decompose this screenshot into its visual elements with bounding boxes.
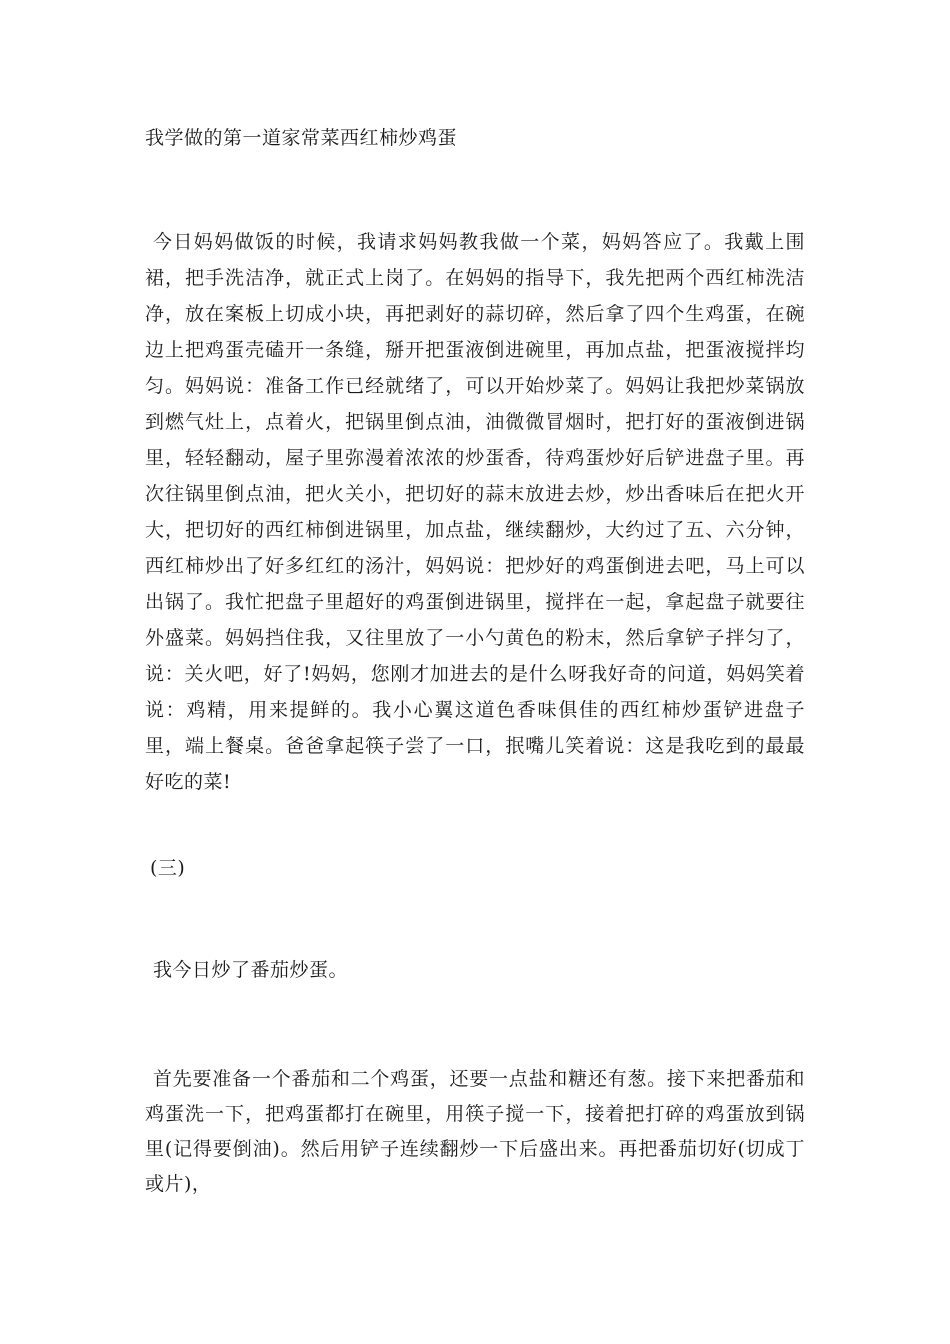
paragraph-cooking-story: 今日妈妈做饭的时候，我请求妈妈教我做一个菜，妈妈答应了。我戴上围裙，把手洗洁净，就正式上岗了。在妈妈的指导下，我先把两个西红柿洗洁净，放在案板上切成小块，再把剥好的蒜切碎，然后拿了四个生鸡蛋，在碗边上把鸡蛋壳磕开一条缝，掰开把蛋液倒进碗里，再加点盐，把蛋液搅拌均匀。妈妈说：准备工作已经就绪了，可以开始炒菜了。妈妈让我把炒菜锅放到燃气灶上，点着火，把锅里倒点油，油微微冒烟时，把打好的蛋液倒进锅里，轻轻翻动，屋子里弥漫着浓浓的炒蛋香，待鸡蛋炒好后铲进盘子里。再次往锅里倒点油，把火关小，把切好的蒜末放进去炒，炒出香味后在把火开大，把切好的西红柿倒进锅里，加点盐，继续翻炒，大约过了五、六分钟，西红柿炒出了好多红红的汤汁，妈妈说：把炒好的鸡蛋倒进去吧，马上可以出锅了。我忙把盘子里超好的鸡蛋倒进锅里，搅拌在一起，拿起盘子就要往外盛菜。妈妈挡住我，又往里放了一小勺黄色的粉末，然后拿铲子拌匀了，说：关火吧，好了!妈妈，您刚才加进去的是什么呀我好奇的问道，妈妈笑着说：鸡精，用来提鲜的。我小心翼这道色香味俱佳的西红柿炒蛋铲进盘子里，端上餐桌。爸爸拿起筷子尝了一口，抿嘴儿笑着说：这是我吃到的最最好吃的菜! — [145, 231, 805, 793]
paragraph-intro-line: 我今日炒了番茄炒蛋。 — [153, 959, 349, 981]
paragraph-recipe-steps: 首先要准备一个番茄和二个鸡蛋，还要一点盐和糖还有葱。接下来把番茄和鸡蛋洗一下，把鸡蛋都打在碗里，用筷子搅一下，接着把打碎的鸡蛋放到锅里(记得要倒油)。然后用铲子连续翻炒一下后盛出来。再把番茄切好(切成丁或片)， — [145, 1068, 805, 1195]
section-number: (三) — [150, 857, 186, 879]
document-title: 我学做的第一道家常菜西红柿炒鸡蛋 — [145, 127, 458, 149]
